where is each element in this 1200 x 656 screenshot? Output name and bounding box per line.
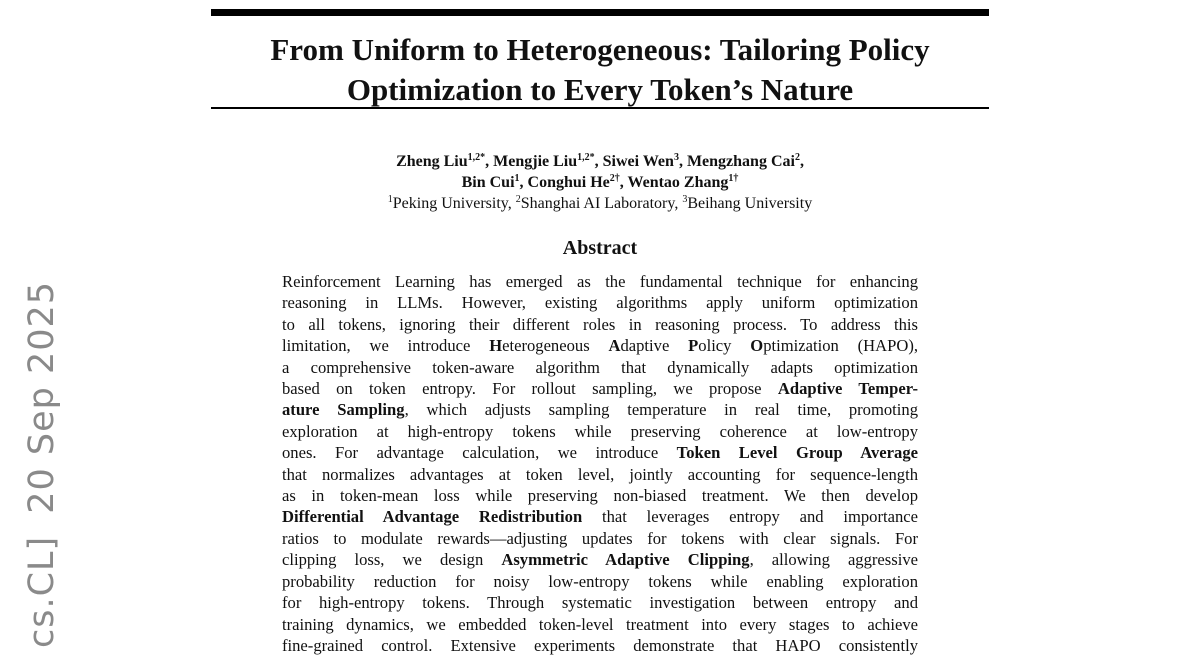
abstract-line: Reinforcement Learning has emerged as the fundamental technique for enhancing [282,272,918,291]
arxiv-category: cs.CL] [22,535,62,648]
abstract-text: olicy [698,336,751,356]
abstract-line: probability reduction for noisy low-entropy tokens while enabling exploration [282,571,918,591]
affil-mark: 1 [387,194,393,205]
method-term: Asymmetric Adaptive Clipping [501,550,750,570]
affiliation-line [211,193,989,214]
abstract-text: daptive [620,336,689,356]
abstract-line [282,335,918,356]
author-line-1 [211,151,989,172]
author-separator: , [799,153,804,170]
abstract-text: eterogeneous [502,336,609,356]
author-block [211,151,989,214]
author-separator: , [619,174,628,191]
abstract-line: that normalizes advantages at token level, jointly accounting for sequence-length [282,464,918,484]
abstract-line: for high-entropy tokens. Through systematic investigation between entropy and [282,593,918,613]
abstract-text: ones. For advantage calculation, we introduce [282,443,677,463]
method-term: ature Sampling [282,400,405,420]
author-affil-mark: 1,2* [467,152,486,163]
author-name: Conghui He [527,174,610,191]
author-line-2 [211,172,989,193]
author-affil-mark: 1† [728,173,739,184]
paper-title [211,30,989,110]
acronym-letter: P [688,336,699,356]
abstract-text: ptimization (HAPO), [763,336,919,356]
author-name: Bin Cui [461,174,515,191]
acronym-letter: O [750,336,764,356]
abstract-line [282,399,918,420]
abstract-text: based on token entropy. For rollout sampling, we propose [282,379,778,399]
acronym-letter: A [608,336,621,356]
affil-mark: 2 [515,194,521,205]
abstract-line: ratios to modulate rewards—adjusting updates for tokens with clear signals. For [282,528,918,548]
abstract-text: that leverages entropy and importance [582,507,918,527]
author-separator: , [519,174,528,191]
abstract-line [282,442,918,463]
author-separator: , [594,153,603,170]
author-affil-mark: 2† [609,173,620,184]
author-affil-mark: 2 [794,152,800,163]
author-affil-mark: 1 [514,173,520,184]
author-affil-mark: 1,2* [577,152,595,163]
abstract-line: training dynamics, we embedded token-level treatment into every stages to achieve [282,614,918,634]
method-term: Adaptive Temper- [777,379,918,399]
author-name: Siwei Wen [602,153,674,170]
abstract-line: exploration at high-entropy tokens while preserving coherence at low-entropy [282,421,918,441]
method-term: Differential Advantage Redistribution [282,507,583,527]
acronym-letter: H [489,336,503,356]
title-line-2: Optimization to Every Token’s Nature [346,72,854,107]
author-separator: , [485,153,494,170]
arxiv-side-stamp [22,281,62,648]
abstract-text: clipping loss, we design [282,550,502,570]
author-name: Mengzhang Cai [686,153,795,170]
abstract-line: as in token-mean loss while preserving non-biased treatment. We then develop [282,486,918,506]
affil-mark: 3 [682,194,688,205]
author-name: Zheng Liu [396,153,468,170]
method-term: Token Level Group Average [676,443,918,463]
author-affil-mark: 3 [673,152,679,163]
abstract-body [282,271,918,656]
author-name: Mengjie Liu [493,153,578,170]
abstract-text: , which adjusts sampling temperature in real time, promoting [404,400,918,420]
abstract-line: reasoning in LLMs. However, existing algorithms apply uniform optimization [282,293,918,313]
abstract-line [282,378,918,399]
affiliation: Peking University, [392,195,516,212]
author-separator: , [678,153,687,170]
abstract-line: fine-grained control. Extensive experiments demonstrate that HAPO consistently [282,635,918,655]
title-top-rule [211,9,989,16]
abstract-line: a comprehensive token-aware algorithm that dynamically adapts optimization [282,357,918,377]
abstract-heading: Abstract [562,237,638,259]
arxiv-date: 20 Sep 2025 [22,280,62,514]
affiliation: Beihang University [687,195,813,212]
title-line-1: From Uniform to Heterogeneous: Tailoring Policy [270,32,930,67]
abstract-line: to all tokens, ignoring their different roles in reasoning process. To address this [282,314,918,334]
affiliation: Shanghai AI Laboratory, [520,195,683,212]
abstract-line [282,506,918,527]
abstract-text: , allowing aggressive [749,550,918,570]
abstract-line [282,549,918,570]
title-bottom-rule [211,107,989,109]
abstract-text: limitation, we introduce [282,336,490,356]
author-name: Wentao Zhang [627,174,729,191]
